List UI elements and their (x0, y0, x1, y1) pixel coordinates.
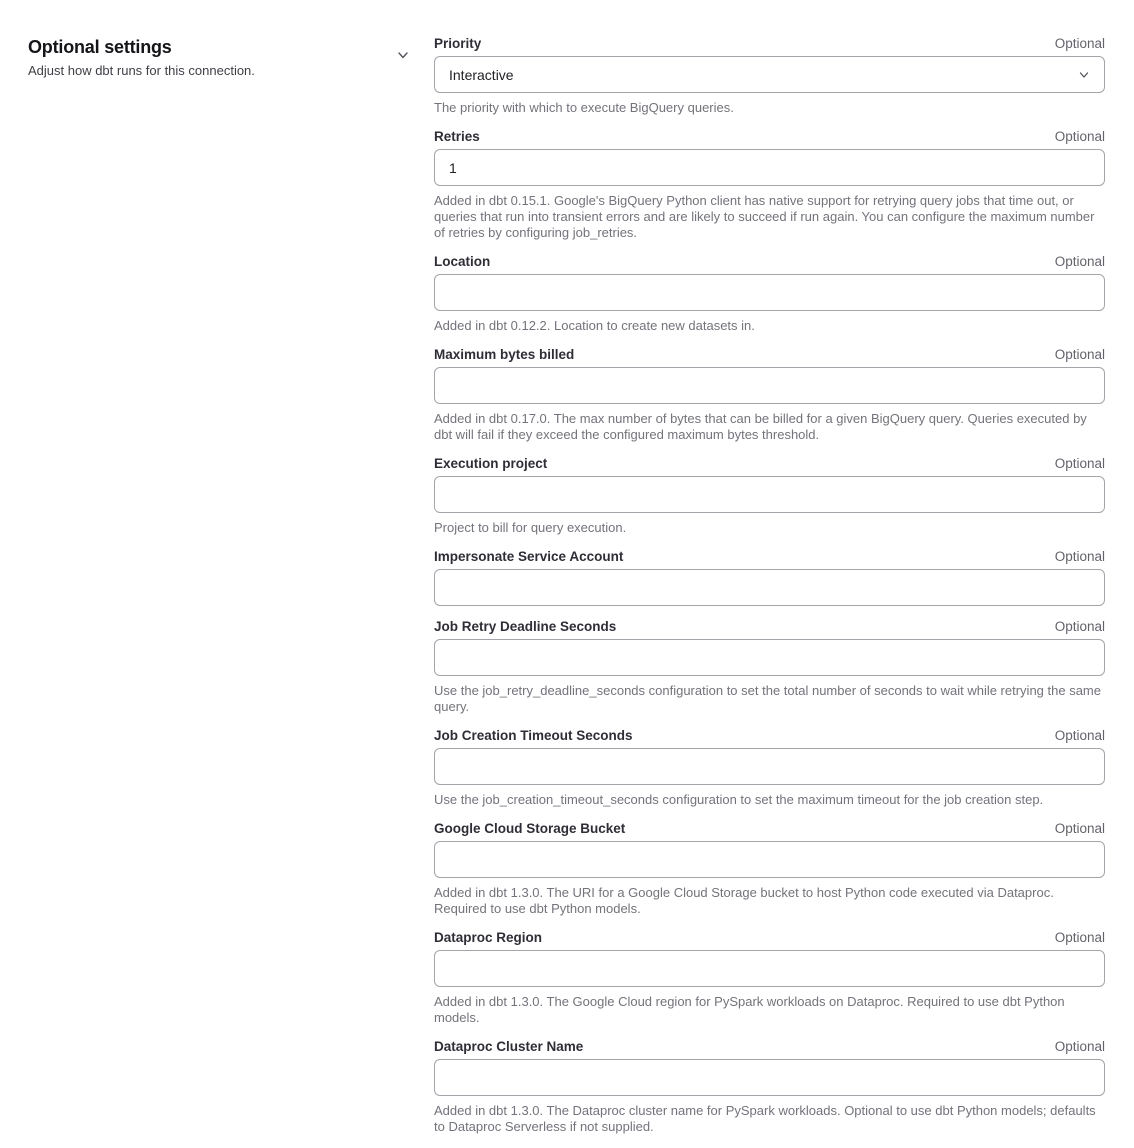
dataproc-region-input[interactable] (434, 950, 1105, 987)
field-head (434, 619, 1105, 635)
optional-badge: Optional (1054, 619, 1105, 634)
field-head (434, 129, 1105, 145)
optional-badge: Optional (1054, 549, 1105, 564)
field-head (434, 549, 1105, 565)
section-header (0, 0, 434, 79)
field-group (434, 347, 1105, 443)
field-help-text: Added in dbt 1.3.0. The Dataproc cluster name for PySpark workloads. Optional to use dbt Python models; defaults to Dataproc Serverless if not supplied. (434, 1103, 1096, 1134)
field-head (434, 728, 1105, 744)
select-value: Interactive (449, 66, 514, 83)
field-label: Location (434, 254, 491, 269)
field-head (434, 36, 1105, 52)
optional-badge: Optional (1054, 1039, 1105, 1054)
field-group (434, 456, 1105, 536)
location-input[interactable] (434, 274, 1105, 311)
field-head (434, 821, 1105, 837)
field-help-text: Added in dbt 0.15.1. Google's BigQuery Python client has native support for retrying query jobs that time out, or queries that run into transient errors and are likely to succeed if run again. You can configure the maximum number of retries by configuring job_retries. (434, 193, 1095, 240)
settings-form (434, 0, 1105, 1148)
execution-project-input[interactable] (434, 476, 1105, 513)
field-control (434, 149, 1105, 186)
field-head (434, 456, 1105, 472)
impersonate-service-account-input[interactable] (434, 569, 1105, 606)
field-help-text: Added in dbt 0.12.2. Location to create new datasets in. (434, 318, 755, 333)
field-label: Google Cloud Storage Bucket (434, 821, 626, 836)
field-control (434, 1059, 1105, 1096)
optional-badge: Optional (1054, 456, 1105, 471)
section-subtitle: Adjust how dbt runs for this connection. (28, 63, 255, 78)
field-control (434, 274, 1105, 311)
field-label: Job Creation Timeout Seconds (434, 728, 633, 743)
optional-badge: Optional (1054, 129, 1105, 144)
field-help-text: Project to bill for query execution. (434, 520, 627, 535)
field-label: Execution project (434, 456, 548, 471)
field-control (434, 476, 1105, 513)
optional-badge: Optional (1054, 930, 1105, 945)
field-head (434, 347, 1105, 363)
field-head (434, 254, 1105, 270)
field-control (434, 56, 1105, 93)
field-group (434, 1039, 1105, 1135)
field-head (434, 930, 1105, 946)
field-help-text: Use the job_creation_timeout_seconds configuration to set the maximum timeout for the job creation step. (434, 792, 1044, 807)
maximum-bytes-billed-input[interactable] (434, 367, 1105, 404)
field-group (434, 619, 1105, 715)
field-help-text: Use the job_retry_deadline_seconds configuration to set the total number of seconds to wait while retrying the same query. (434, 683, 1101, 714)
field-group (434, 549, 1105, 606)
optional-badge: Optional (1054, 347, 1105, 362)
google-cloud-storage-bucket-input[interactable] (434, 841, 1105, 878)
field-label: Maximum bytes billed (434, 347, 575, 362)
field-group (434, 129, 1105, 241)
job-creation-timeout-seconds-input[interactable] (434, 748, 1105, 785)
field-help-text: The priority with which to execute BigQuery queries. (434, 100, 734, 115)
priority-select[interactable] (434, 56, 1105, 93)
field-control (434, 569, 1105, 606)
section-title: Optional settings (28, 37, 172, 57)
optional-badge: Optional (1054, 254, 1105, 269)
field-head (434, 1039, 1105, 1055)
retries-input[interactable] (434, 149, 1105, 186)
chevron-down-icon (396, 48, 410, 62)
chevron-down-icon (1078, 69, 1090, 81)
field-control (434, 367, 1105, 404)
field-control (434, 950, 1105, 987)
field-group (434, 36, 1105, 116)
field-control (434, 841, 1105, 878)
job-retry-deadline-seconds-input[interactable] (434, 639, 1105, 676)
optional-badge: Optional (1054, 36, 1105, 51)
section-header-text (28, 36, 255, 79)
field-label: Dataproc Cluster Name (434, 1039, 584, 1054)
field-group (434, 930, 1105, 1026)
field-label: Retries (434, 129, 480, 144)
field-label: Dataproc Region (434, 930, 543, 945)
section-collapse-button[interactable] (394, 46, 412, 64)
optional-badge: Optional (1054, 728, 1105, 743)
field-control (434, 639, 1105, 676)
field-help-text: Added in dbt 1.3.0. The URI for a Google Cloud Storage bucket to host Python code executed via Dataproc. Required to use dbt Python models. (434, 885, 1054, 916)
dataproc-cluster-name-input[interactable] (434, 1059, 1105, 1096)
field-help-text: Added in dbt 0.17.0. The max number of bytes that can be billed for a given BigQuery query. Queries executed by dbt will fail if they exceed the configured maximum bytes threshold. (434, 411, 1087, 442)
field-control (434, 748, 1105, 785)
field-help-text: Added in dbt 1.3.0. The Google Cloud region for PySpark workloads on Dataproc. Required to use dbt Python models. (434, 994, 1065, 1025)
field-group (434, 254, 1105, 334)
optional-badge: Optional (1054, 821, 1105, 836)
field-label: Impersonate Service Account (434, 549, 624, 564)
field-label: Job Retry Deadline Seconds (434, 619, 617, 634)
field-label: Priority (434, 36, 482, 51)
field-group (434, 728, 1105, 808)
field-group (434, 821, 1105, 917)
